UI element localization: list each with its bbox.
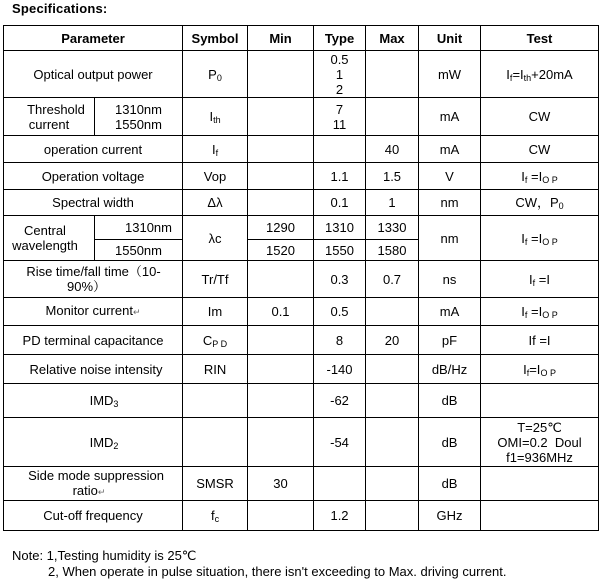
note-line-2: 2, When operate in pulse situation, there isn't exceeding to Max. driving current. xyxy=(48,564,507,579)
min-cell xyxy=(248,418,314,467)
specifications-table xyxy=(3,25,599,531)
return-mark-icon: ↵ xyxy=(132,307,141,317)
typ-cell: 1310 xyxy=(314,216,366,240)
typ-cell: 0.1 xyxy=(314,190,366,216)
test-line: OMI=0.2 Doul xyxy=(497,434,582,450)
test-cell xyxy=(481,418,599,467)
typ-cell xyxy=(314,467,366,501)
symbol-cell: λc xyxy=(183,216,248,261)
test-text: I xyxy=(529,271,533,287)
min-cell: 0.1 xyxy=(248,298,314,326)
symbol-sub: th xyxy=(213,115,221,125)
header-min: Min xyxy=(248,26,314,51)
param-sub: 2 xyxy=(113,440,119,451)
max-cell xyxy=(366,467,419,501)
typ-cell: 1.1 xyxy=(314,163,366,190)
typ-cell: 0.5 xyxy=(314,298,366,326)
symbol-cell xyxy=(183,384,248,418)
param-cell: operation current xyxy=(4,136,183,163)
test-text: =I xyxy=(527,304,543,319)
symbol-main: P xyxy=(208,66,217,82)
max-cell xyxy=(366,418,419,467)
param-text: Side mode suppression ratio xyxy=(28,467,164,498)
test-text: I xyxy=(521,168,525,184)
symbol-cell xyxy=(183,51,248,98)
min-cell xyxy=(248,98,314,136)
min-cell xyxy=(248,51,314,98)
param-cell xyxy=(4,261,183,298)
max-cell xyxy=(366,501,419,531)
max-cell: 1 xyxy=(366,190,419,216)
param-cell xyxy=(4,98,95,136)
symbol-cell: RIN xyxy=(183,355,248,384)
param-text: IMD xyxy=(89,434,114,450)
test-cell xyxy=(481,355,599,384)
sub-label: 1310nm xyxy=(115,101,162,117)
typ-cell: -54 xyxy=(314,418,366,467)
test-text: +20mA xyxy=(531,66,573,82)
param-text: Central wavelength xyxy=(12,223,78,253)
typ-cell: -62 xyxy=(314,384,366,418)
unit-cell: mA xyxy=(419,136,481,163)
test-cell xyxy=(481,501,599,531)
max-cell: 40 xyxy=(366,136,419,163)
symbol-cell: SMSR xyxy=(183,467,248,501)
test-cell xyxy=(481,216,599,261)
param-text: Rise time/fall time（10-90%） xyxy=(26,264,161,294)
max-cell: 0.7 xyxy=(366,261,419,298)
typ-cell: -140 xyxy=(314,355,366,384)
header-type: Type xyxy=(314,26,366,51)
test-cell xyxy=(481,298,599,326)
param-cell xyxy=(4,216,95,261)
sub-label-cell: 1310nm xyxy=(95,216,183,240)
test-text: I xyxy=(506,66,510,82)
typ-value: 2 xyxy=(335,81,344,97)
max-cell: 1.5 xyxy=(366,163,419,190)
table-row xyxy=(4,418,599,467)
typ-value: 1 xyxy=(335,66,344,82)
table-row xyxy=(4,163,599,190)
test-cell: If =I xyxy=(481,326,599,355)
max-cell: 1580 xyxy=(366,240,419,261)
test-sub: O P xyxy=(542,310,558,320)
symbol-cell xyxy=(183,136,248,163)
param-cell: Relative noise intensity xyxy=(4,355,183,384)
symbol-cell xyxy=(183,501,248,531)
table-row xyxy=(4,298,599,326)
table-row xyxy=(4,261,599,298)
test-cell xyxy=(481,467,599,501)
unit-cell: pF xyxy=(419,326,481,355)
test-cell: CW xyxy=(481,136,599,163)
test-text: =I xyxy=(529,361,541,377)
symbol-cell: Im xyxy=(183,298,248,326)
typ-cell: 8 xyxy=(314,326,366,355)
param-cell: Spectral width xyxy=(4,190,183,216)
header-unit: Unit xyxy=(419,26,481,51)
min-cell xyxy=(248,326,314,355)
test-sub: f xyxy=(524,236,528,247)
symbol-main: I xyxy=(211,141,216,157)
unit-cell: GHz xyxy=(419,501,481,531)
header-test: Test xyxy=(481,26,599,51)
test-sub: 0 xyxy=(558,201,564,211)
unit-cell: dB xyxy=(419,418,481,467)
unit-cell: dB xyxy=(419,384,481,418)
param-text: Monitor current xyxy=(45,303,133,318)
unit-cell: nm xyxy=(419,216,481,261)
param-cell: Cut-off frequency xyxy=(4,501,183,531)
test-text: CW，P xyxy=(515,195,559,210)
symbol-sub: P D xyxy=(212,338,228,349)
test-sub: O P xyxy=(540,367,556,378)
table-row xyxy=(4,355,599,384)
min-cell xyxy=(248,190,314,216)
symbol-cell xyxy=(183,98,248,136)
table-row xyxy=(4,51,599,98)
table-row xyxy=(4,467,599,501)
table-row xyxy=(4,384,599,418)
typ-cell: 0.3 xyxy=(314,261,366,298)
test-sub: O P xyxy=(542,174,558,185)
test-text: =I xyxy=(527,230,543,246)
test-sub: O P xyxy=(542,236,558,247)
param-cell xyxy=(4,298,183,326)
symbol-cell xyxy=(183,418,248,467)
section-title: Specifications: xyxy=(12,1,108,16)
test-sub: f xyxy=(524,174,528,185)
symbol-sub: 0 xyxy=(216,72,222,83)
max-cell xyxy=(366,298,419,326)
max-cell xyxy=(366,384,419,418)
unit-cell: nm xyxy=(419,190,481,216)
sub-label: 1550nm xyxy=(115,116,162,132)
param-text: Threshold current xyxy=(27,101,85,132)
unit-cell: ns xyxy=(419,261,481,298)
param-cell: PD terminal capacitance xyxy=(4,326,183,355)
test-sub: f xyxy=(524,310,528,320)
test-text: I xyxy=(521,230,525,246)
table-row xyxy=(4,190,599,216)
test-sub: f xyxy=(532,277,536,288)
test-text: =I xyxy=(535,271,550,287)
header-max: Max xyxy=(366,26,419,51)
test-cell xyxy=(481,163,599,190)
test-sub: f xyxy=(526,367,530,378)
max-cell: 20 xyxy=(366,326,419,355)
return-mark-icon: ↵ xyxy=(97,486,106,497)
typ-value: 0.5 xyxy=(330,51,349,67)
symbol-sub: c xyxy=(214,514,220,524)
test-sub: f xyxy=(509,72,513,83)
symbol-sub: f xyxy=(215,147,219,158)
symbol-main: C xyxy=(202,332,213,348)
test-cell: CW xyxy=(481,98,599,136)
unit-cell: dB/Hz xyxy=(419,355,481,384)
max-cell: 1330 xyxy=(366,216,419,240)
min-cell: 30 xyxy=(248,467,314,501)
unit-cell: V xyxy=(419,163,481,190)
param-cell xyxy=(4,384,183,418)
symbol-cell: Vop xyxy=(183,163,248,190)
max-cell xyxy=(366,98,419,136)
unit-cell: mA xyxy=(419,98,481,136)
header-parameter: Parameter xyxy=(4,26,183,51)
param-sub: 3 xyxy=(113,399,119,409)
typ-value: 11 xyxy=(332,116,347,132)
test-line: T=25℃ xyxy=(517,419,562,435)
unit-cell: mA xyxy=(419,298,481,326)
notes xyxy=(12,548,506,580)
typ-cell xyxy=(314,136,366,163)
symbol-cell: Δλ xyxy=(183,190,248,216)
test-text: =I xyxy=(512,66,524,82)
param-cell: Operation voltage xyxy=(4,163,183,190)
min-cell: 1520 xyxy=(248,240,314,261)
test-cell xyxy=(481,190,599,216)
symbol-main: I xyxy=(209,109,214,124)
table-row xyxy=(4,136,599,163)
min-cell xyxy=(248,163,314,190)
test-cell xyxy=(481,261,599,298)
param-cell xyxy=(4,467,183,501)
typ-cell xyxy=(314,98,366,136)
typ-cell: 1.2 xyxy=(314,501,366,531)
test-text: =I xyxy=(527,168,543,184)
test-cell xyxy=(481,384,599,418)
max-cell xyxy=(366,355,419,384)
min-cell: 1290 xyxy=(248,216,314,240)
table-row xyxy=(4,216,599,240)
header-symbol: Symbol xyxy=(183,26,248,51)
typ-cell xyxy=(314,51,366,98)
sub-label-cell xyxy=(95,98,183,136)
typ-value: 7 xyxy=(335,101,344,117)
sub-label-cell: 1550nm xyxy=(95,240,183,261)
symbol-cell: Tr/Tf xyxy=(183,261,248,298)
unit-cell: mW xyxy=(419,51,481,98)
typ-cell: 1550 xyxy=(314,240,366,261)
unit-cell: dB xyxy=(419,467,481,501)
min-cell xyxy=(248,355,314,384)
param-cell: Optical output power xyxy=(4,51,183,98)
symbol-main: f xyxy=(210,508,215,523)
max-cell xyxy=(366,51,419,98)
min-cell xyxy=(248,384,314,418)
note-line-1: Note: 1,Testing humidity is 25℃ xyxy=(12,548,197,563)
symbol-cell xyxy=(183,326,248,355)
test-line: f1=936MHz xyxy=(506,449,573,465)
min-cell xyxy=(248,136,314,163)
table-row xyxy=(4,501,599,531)
test-sub: th xyxy=(523,72,532,83)
table-row xyxy=(4,326,599,355)
param-cell xyxy=(4,418,183,467)
test-cell xyxy=(481,51,599,98)
min-cell xyxy=(248,261,314,298)
test-text: I xyxy=(521,304,525,319)
header-row xyxy=(4,26,599,51)
test-text: I xyxy=(523,361,527,377)
table-row xyxy=(4,98,599,136)
min-cell xyxy=(248,501,314,531)
param-text: IMD xyxy=(89,393,114,408)
